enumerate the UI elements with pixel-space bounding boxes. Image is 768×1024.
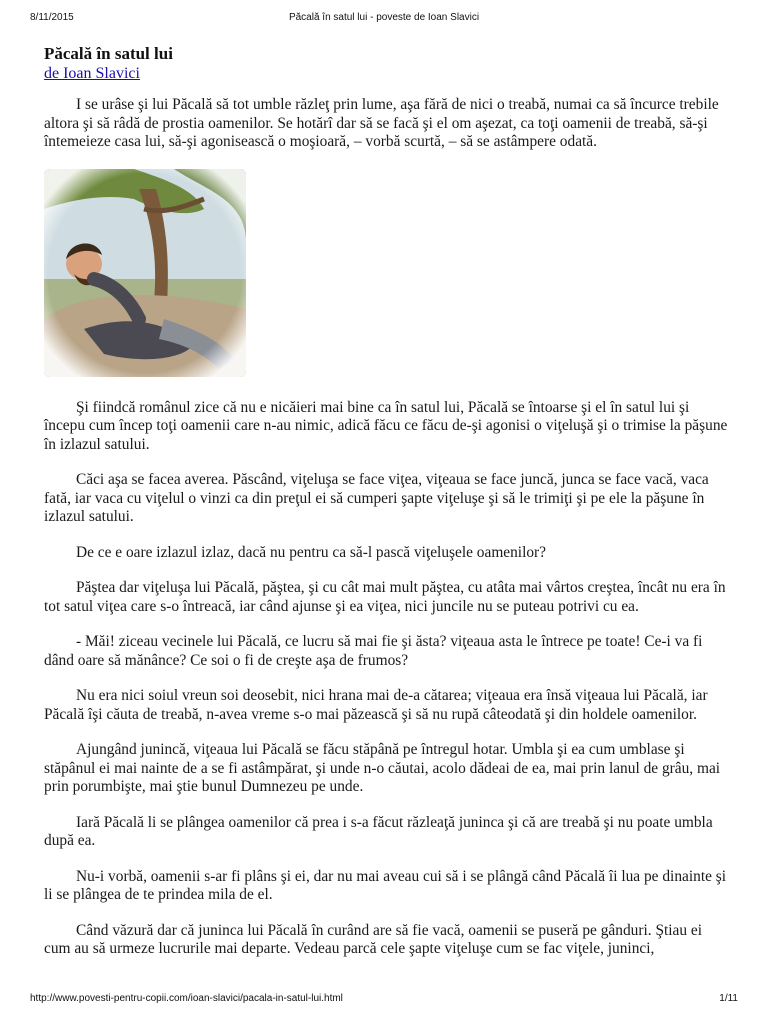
paragraph: De ce e oare izlazul izlaz, dacă nu pentru ca să-l pască viţeluşele oamenilor?	[76, 543, 547, 561]
print-footer	[0, 993, 768, 1007]
paragraph: - Măi! ziceau vecinele lui Păcală, ce lucru să mai fie şi ăsta? viţeaua asta le întrece pe toate! Ce-i va fi dând oare să mănânce? Ce soi o fi de creşte aşa de frumos?	[44, 633, 703, 669]
article	[44, 44, 730, 976]
page-number: 1/11	[719, 993, 738, 1004]
print-date: 8/11/2015	[30, 12, 74, 23]
print-url: http://www.povesti-pentru-copii.com/ioan-slavici/pacala-in-satul-lui.html	[30, 993, 343, 1004]
paragraph-intro: I se urâse şi lui Păcală să tot umble răzleţ prin lume, aşa fără de nici o treabă, numai ca să încurce trebile altora şi să râdă de prostia oamenilor. Se hotărî dar să se facă şi el om aşezat, ca toţi oamenii de treabă, să-şi întemeieze casa lui, să-şi agonisească o moşioară, – vorbă scurtă, – să se astâmpere odată.	[44, 96, 719, 150]
print-doc-title: Păcală în satul lui - poveste de Ioan Slavici	[288, 12, 480, 23]
paragraph: Când văzură dar că juninca lui Păcală în curând are să fie vacă, oamenii se puseră pe gânduri. Ştiau ei cum au să urmeze lucrurile mai departe. Vedeau parcă cele şapte viţeluşe cum se fac viţele, juninci,	[44, 921, 703, 957]
paragraph: Păştea dar viţeluşa lui Păcală, păştea, şi cu cât mai mult păştea, cu atâta mai vârtos creştea, încât nu era în tot satul viţea care s-o întreacă, iar când ajunse şi ea viţea, nici juncile nu se puteau potrivi cu ea.	[44, 579, 726, 615]
author-link[interactable]: de Ioan Slavici	[44, 65, 140, 82]
print-header	[0, 12, 768, 26]
paragraph: Căci aşa se facea averea. Păscând, viţeluşa se face viţea, viţeaua se face juncă, junca se face vacă, vaca fată, iar vaca cu viţelul o vinzi ca din preţul ei să cumperi şapte viţeluşe şi să le trimiţi şi pe ele la păşune în izlazul satului.	[44, 471, 709, 525]
paragraph: Şi fiindcă românul zice că nu e nicăieri mai bine ca în satul lui, Păcală se întoarse şi el în satul lui şi începu cum încep toţi oamenii care n-au nimic, adică făcu ce făcu de-şi agonisi o viţeluşă şi o trimise la păşune în izlazul satului.	[44, 398, 728, 453]
story-illustration	[44, 169, 246, 377]
article-title: Păcală în satul lui	[44, 44, 173, 63]
vignette-overlay	[44, 169, 246, 377]
paragraph: Nu era nici soiul vreun soi deosebit, nici hrana mai de-a cătarea; viţeaua era însă viţeaua lui Păcală, iar Păcală îşi căuta de treabă, n-avea vreme s-o mai păzească şi să nu rupă câteodată şi din holdele oamenilor.	[44, 687, 708, 723]
paragraph: Iară Păcală li se plângea oamenilor că prea i s-a făcut răzleaţă juninca şi că are treabă şi nu poate umbla după ea.	[44, 813, 713, 849]
paragraph: Nu-i vorbă, oamenii s-ar fi plâns şi ei, dar nu mai aveau cui să i se plângă când Păcală îi lua pe dinainte şi li se plângea de te prindea mila de el.	[44, 867, 727, 903]
paragraph: Ajungând junincă, viţeaua lui Păcală se făcu stăpână pe întregul hotar. Umbla şi ea cum umblase şi stăpânul ei mai nainte de a se fi astâmpărat, şi unde n-o căutai, acolo dădeai de ea, mai prin lanul de grâu, mai prin porumbişte, mai ştie bunul Dumnezeu pe unde.	[44, 741, 721, 795]
